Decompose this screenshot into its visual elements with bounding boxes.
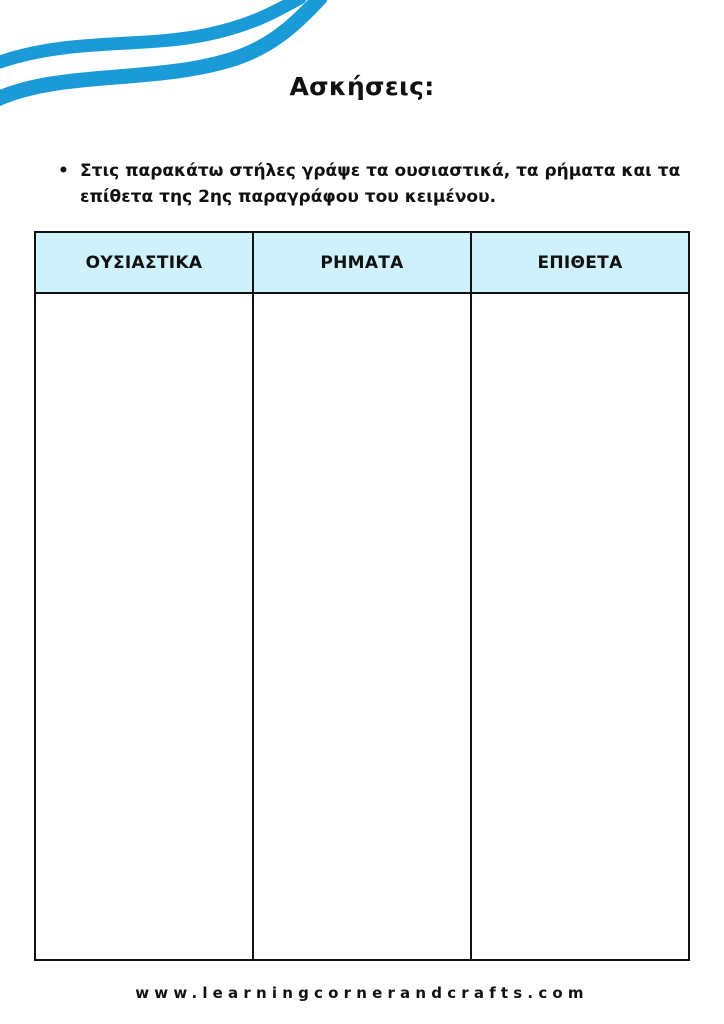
instruction-item — [58, 158, 708, 210]
instruction-text: Στις παρακάτω στήλες γράψε τα ουσιαστικά, τα ρήματα και τα επίθετα της 2ης παραγράφου του κειμένου. — [80, 161, 681, 207]
bullet-icon: • — [58, 161, 69, 181]
word-classification-table — [34, 231, 690, 961]
column-verbs — [254, 233, 472, 959]
column-adjectives — [472, 233, 688, 959]
column-header-adjectives: ΕΠΙΘΕΤΑ — [472, 233, 688, 294]
footer-website: www.learningcornerandcrafts.com — [135, 984, 589, 1002]
column-writing-area-verbs[interactable] — [254, 294, 470, 959]
column-nouns — [36, 233, 254, 959]
column-writing-area-nouns[interactable] — [36, 294, 252, 959]
column-writing-area-adjectives[interactable] — [472, 294, 688, 959]
column-header-nouns: ΟΥΣΙΑΣΤΙΚΑ — [36, 233, 252, 294]
column-header-verbs: ΡΗΜΑΤΑ — [254, 233, 470, 294]
page-title: Ασκήσεις: — [289, 72, 435, 101]
